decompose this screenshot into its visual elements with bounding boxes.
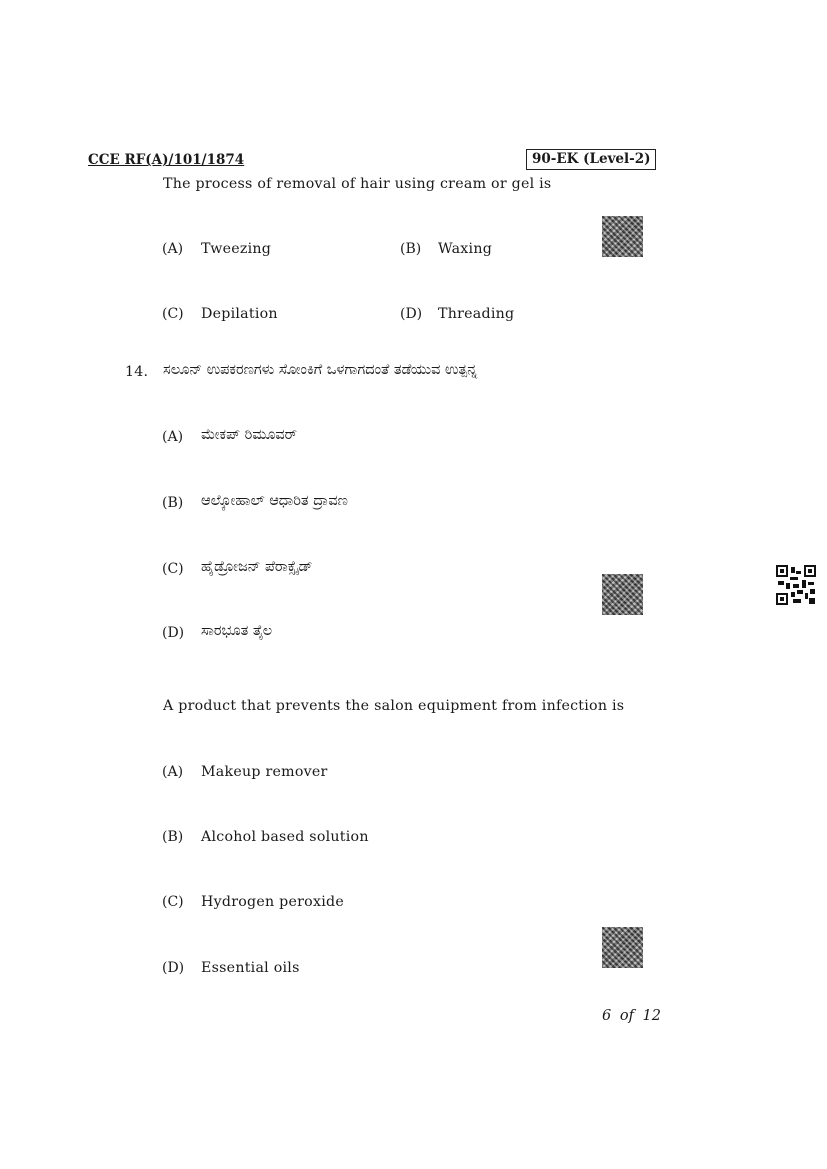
q13-option-d-label: (D) — [400, 306, 423, 322]
page-number: 6 of 12 — [602, 1008, 661, 1024]
q13-option-b-text: Waxing — [438, 241, 493, 257]
q13-option-a-text: Tweezing — [201, 241, 272, 257]
q13-option-d-text: Threading — [438, 306, 515, 322]
q13-option-b-label: (B) — [400, 241, 422, 257]
qr-code-icon — [776, 565, 816, 605]
question-14-english-text: A product that prevents the salon equipment from infection is — [163, 698, 625, 714]
q14-en-option-b-label: (B) — [162, 829, 184, 845]
q14-en-option-d-text: Essential oils — [201, 960, 300, 976]
scan-watermark-block — [602, 574, 643, 615]
q14-en-option-b-text: Alcohol based solution — [201, 829, 369, 845]
q14-en-option-d-label: (D) — [162, 960, 185, 976]
q14-en-option-c-label: (C) — [162, 894, 184, 910]
q14-kn-option-c-text: ಹೈಡ್ರೋಜನ್ ಪೆರಾಕ್ಸೈಡ್ — [201, 559, 313, 575]
question-13-text: The process of removal of hair using cream or gel is — [163, 176, 552, 192]
q14-kn-option-a-text: ಮೇಕಪ್ ರಿಮೂವರ್ — [201, 427, 298, 443]
q13-option-c-label: (C) — [162, 306, 184, 322]
q13-option-a-label: (A) — [162, 241, 184, 257]
q14-kn-option-d-label: (D) — [162, 625, 185, 641]
question-14-kannada-text: ಸಲೂನ್ ಉಪಕರಣಗಳು ಸೋಂಕಿಗೆ ಒಳಗಾಗದಂತೆ ತಡೆಯುವ ಉತ್ಪನ್ನ — [163, 362, 478, 378]
document-code: CCE RF(A)/101/1874 — [88, 152, 245, 168]
q14-kn-option-b-text: ಆಲ್ಕೋಹಾಲ್ ಆಧಾರಿತ ದ್ರಾವಣ — [201, 493, 348, 509]
paper-code-box: 90-EK (Level-2) — [526, 149, 656, 170]
q14-kn-option-b-label: (B) — [162, 495, 184, 511]
q14-en-option-a-label: (A) — [162, 764, 184, 780]
scan-watermark-block — [602, 927, 643, 968]
q14-kn-option-c-label: (C) — [162, 561, 184, 577]
scan-watermark-block — [602, 216, 643, 257]
q14-en-option-a-text: Makeup remover — [201, 764, 328, 780]
q13-option-c-text: Depilation — [201, 306, 278, 322]
q14-kn-option-a-label: (A) — [162, 429, 184, 445]
q14-en-option-c-text: Hydrogen peroxide — [201, 894, 344, 910]
q14-kn-option-d-text: ಸಾರಭೂತ ತೈಲ — [201, 623, 273, 639]
question-14-number: 14. — [125, 364, 149, 380]
